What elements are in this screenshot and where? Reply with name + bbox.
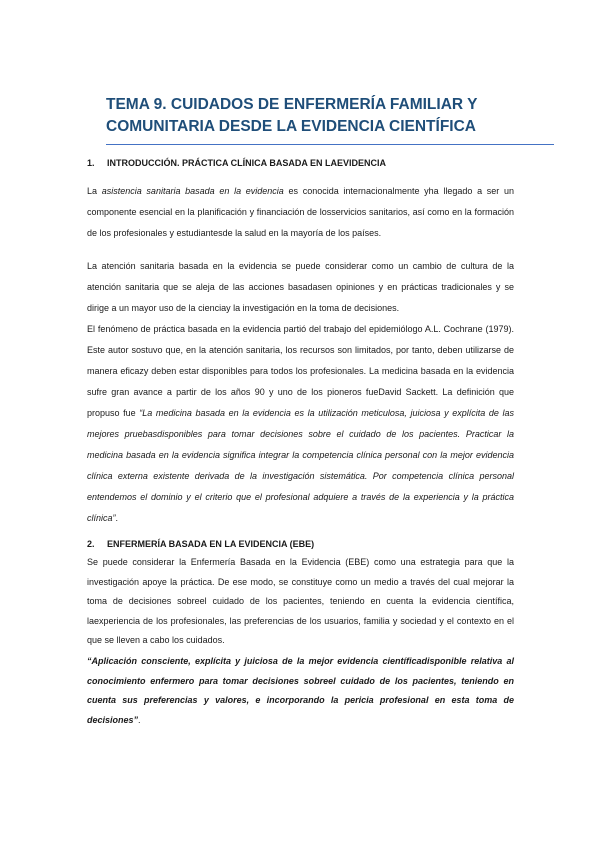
s1p3-end: .: [115, 513, 119, 523]
s2p1-text: Se puede considerar la Enfermería Basada en la Evidencia (EBE) como una estrategia para que la investigación apoye la práctica. De ese modo, se constituye como un medio a través del cual mejorar la toma de decisiones sobreel cuidado de los pacientes, teniendo en cuenta la evidencia científica, laexperiencia de los profesionales, las preferencias de los usuarios, familia y sociedad y el contexto en el que se lleven a cabo los cuidados.: [87, 557, 514, 646]
s1p1-after: es conocida internacionalmente yha llegado a ser un componente esencial en la planificación y financiación de losservicios sanitarios, así como en la formación de los profesionales y estudiantesde la salud en la mayoría de los países.: [87, 186, 515, 238]
section-2-paragraph-1: [87, 553, 514, 651]
s1p1-before: La: [87, 186, 102, 196]
section-1-heading: [87, 156, 386, 170]
section-1-paragraph-3: [87, 319, 514, 529]
section-2-number: 2.: [87, 539, 95, 549]
s1p3-quote: “La medicina basada en la evidencia es la utilización meticulosa, juiciosa y explícita de las mejores pruebasdisponibles para tomar decisiones sobre el cuidado de los pacientes. Practicar la medicina basada en la evidencia significa integrar la competencia clínica personal con la mejor evidencia clínica externa existente derivada de la investigación sistemática. Por competencia clínica personal entendemos el dominio y el criterio que el profesional adquiere a través de la experiencia y la práctica clínica”: [87, 408, 514, 523]
title-line-2: COMUNITARIA DESDE LA EVIDENCIA CIENTÍFICA: [106, 118, 476, 135]
section-1-heading-text: INTRODUCCIÓN. PRÁCTICA CLÍNICA BASADA EN LAEVIDENCIA: [107, 158, 386, 168]
title-line-1: TEMA 9. CUIDADOS DE ENFERMERÍA FAMILIAR Y: [106, 96, 478, 113]
section-1-paragraph-2: [87, 256, 514, 319]
title-underline: [106, 144, 554, 145]
s2-quote-text: “Aplicación consciente, explícita y juiciosa de la mejor evidencia científicadisponible relativa al conocimiento enfermero para tomar decisiones sobreel cuidado de los pacientes, teniendo en cuenta sus preferencias y valores, e incorporando la pericia profesional en esta toma de decisiones”: [87, 656, 514, 725]
section-1-paragraph-1: [87, 181, 514, 244]
section-1-number: 1.: [87, 158, 95, 168]
s1p3-before: El fenómeno de práctica basada en la evidencia partió del trabajo del epidemiólogo A.L. Cochrane (1979). Este autor sostuvo que, en la atención sanitaria, los recursos son limitados, por tanto, deben utilizarse de manera eficazy deben estar disponibles para todos los profesionales. La medicina basada en la evidencia sufre gran avance a partir de los años 90 y uno de los pioneros fueDavid Sackett. La definición que propuso fue: [87, 324, 514, 418]
document-title: [106, 94, 506, 138]
section-2-heading: [87, 537, 314, 551]
s2-quote-end: .: [138, 714, 141, 725]
section-2-quote: [87, 652, 514, 730]
s1p1-italic: asistencia sanitaria basada en la evidencia: [101, 186, 284, 196]
section-2-heading-text: ENFERMERÍA BASADA EN LA EVIDENCIA (EBE): [107, 539, 315, 549]
s1p2-text: La atención sanitaria basada en la evidencia se puede considerar como un cambio de cultura de la atención sanitaria que se aleja de las acciones basadasen opiniones y en prácticas tradicionales y se dirige a un mayor uso de la cienciay la investigación en la toma de decisiones.: [87, 261, 514, 313]
